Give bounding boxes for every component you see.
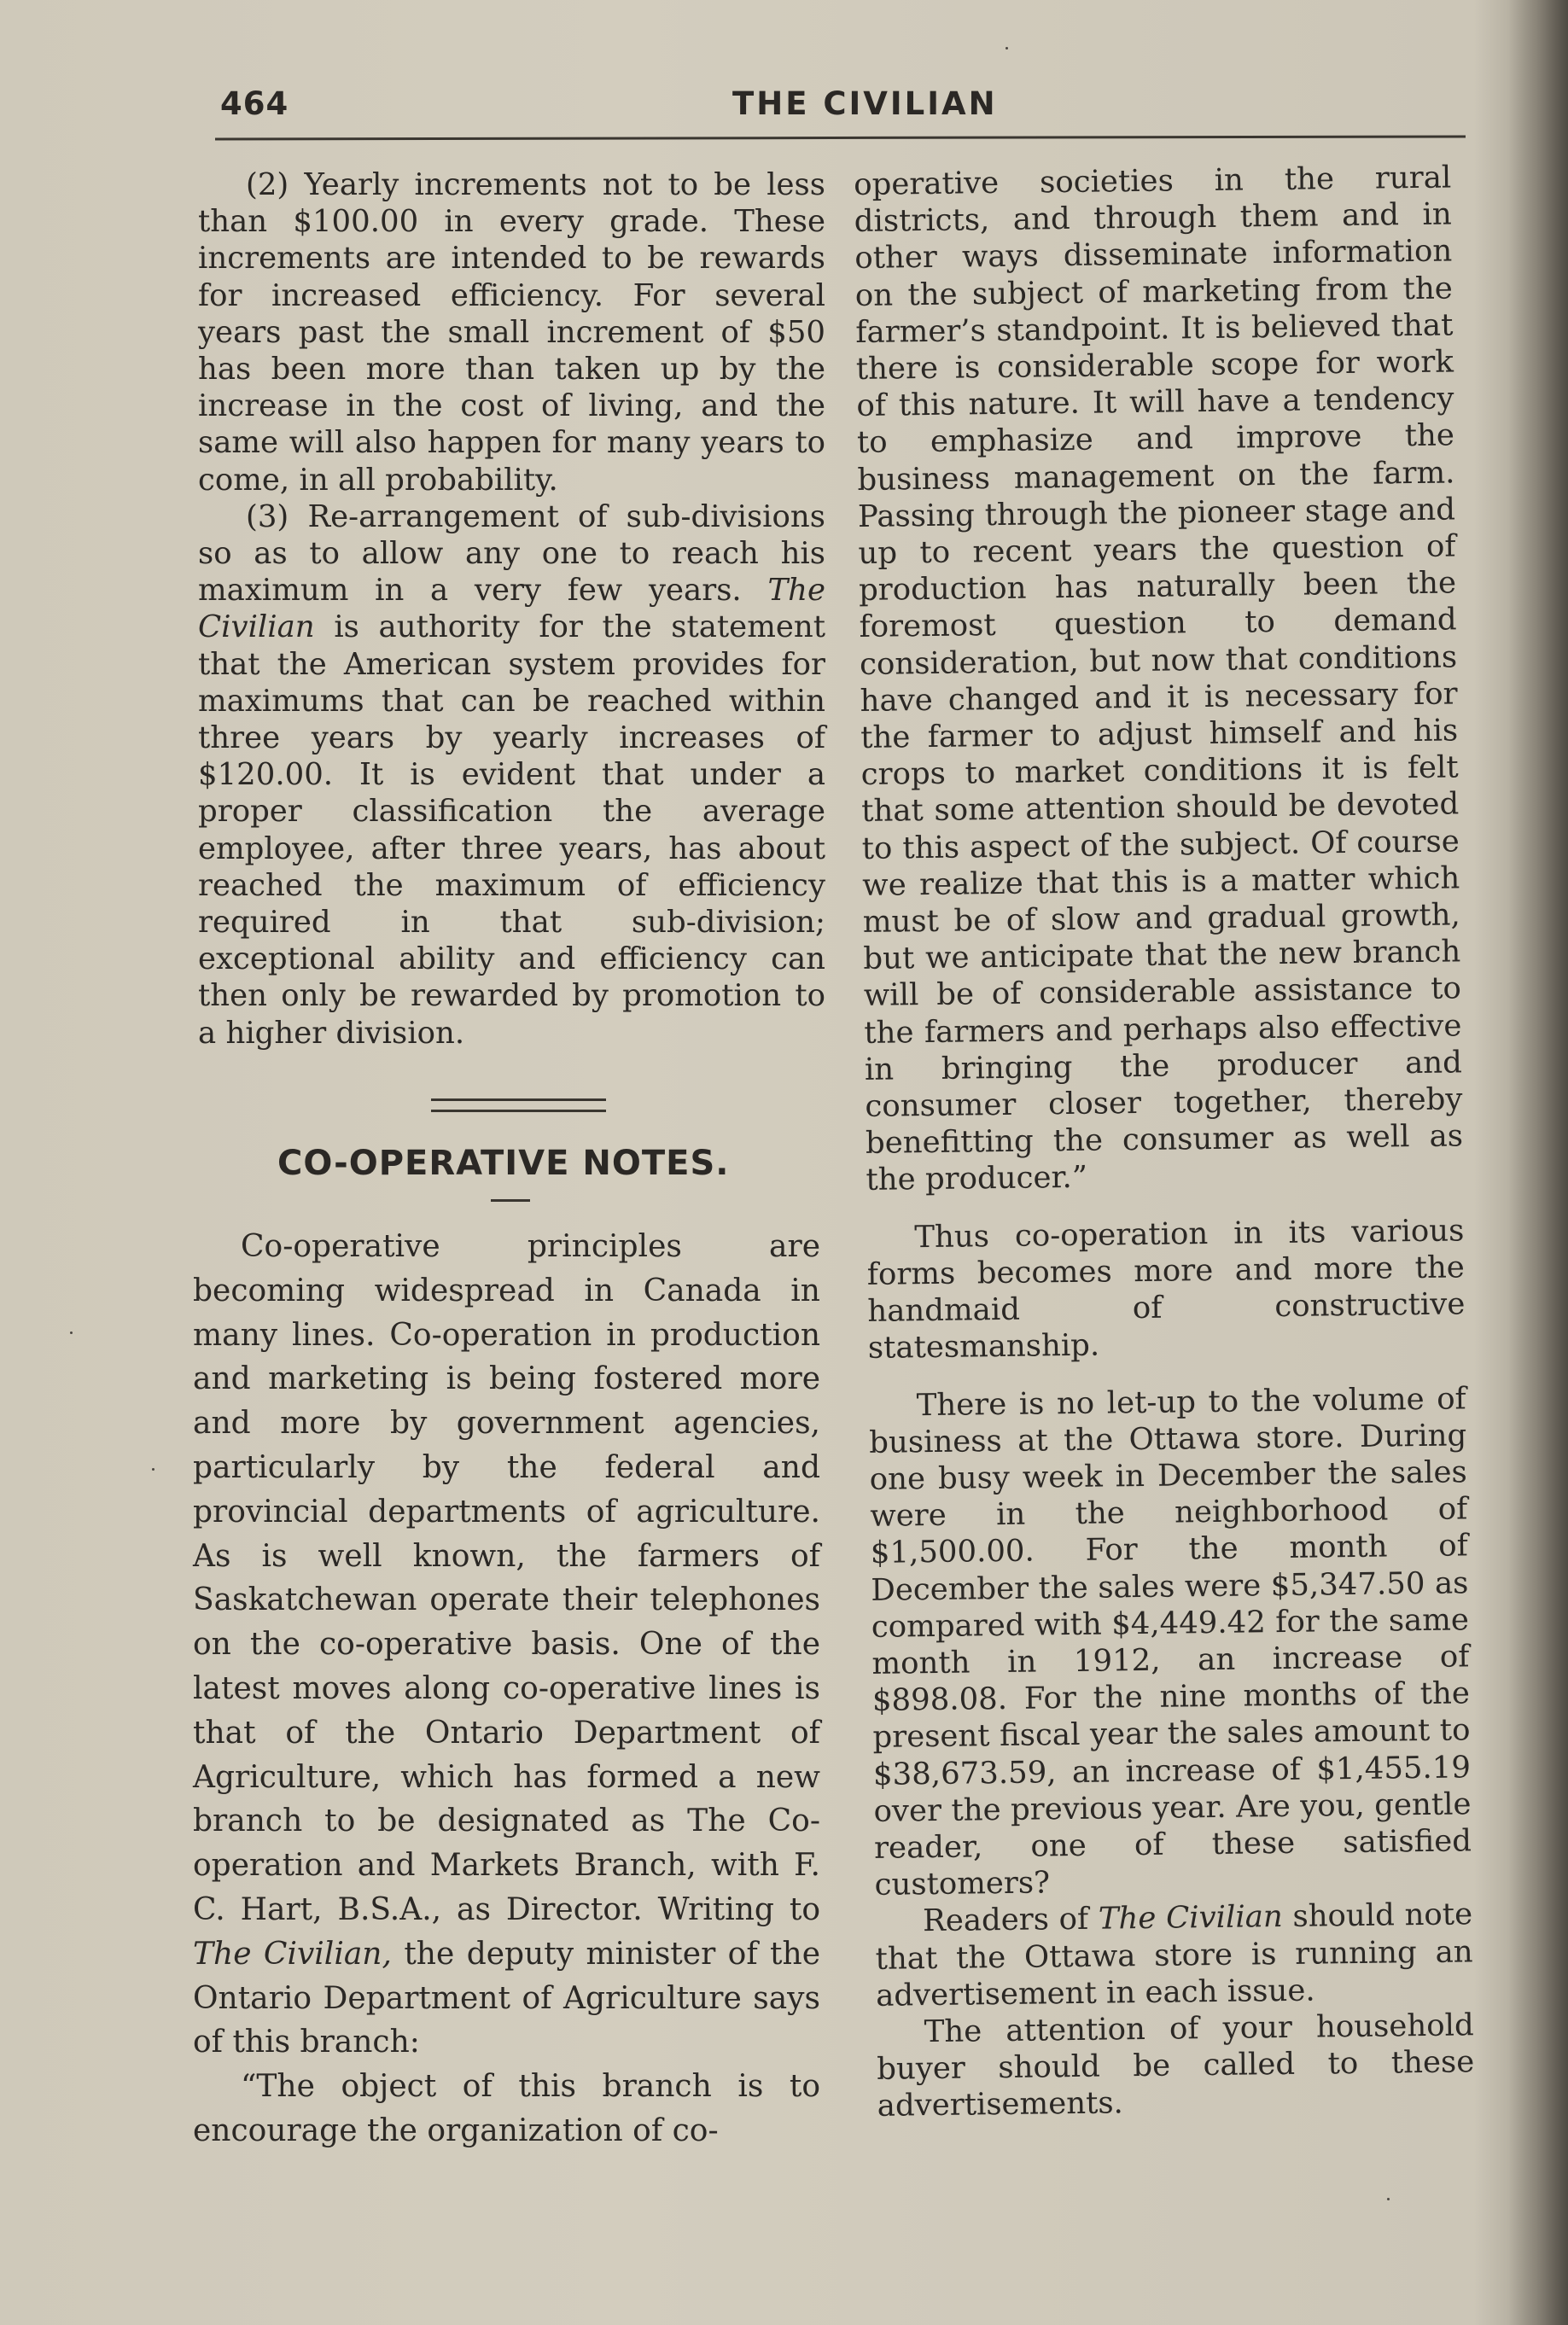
paragraph-statesmanship: Thus co-operation in its various forms becomes more and more the handmaid of constructive statesmanship.: [866, 1213, 1466, 1366]
running-title: THE CIVILIAN: [732, 85, 998, 122]
cooperative-column: [193, 1225, 820, 2153]
page-header: [220, 85, 1466, 128]
right-column: [854, 159, 1475, 2124]
publication-name: The Civilian: [198, 573, 825, 645]
quote-start: “The object of this branch is to encourage the organization of co-: [193, 2069, 820, 2148]
paragraph-cooperative: Co-operative principles are becoming widespread in Canada in many lines. Co-operation in production and marketing is being fostered more and more by government agencies, particularly by the federal and provincial departments of agriculture. As is well known, the farmers of Saskatchewan operate their telephones on the co-operative basis. One of the latest moves along co-operative lines is that of the Ontario Department of Agriculture, which has formed a new branch to be designated as The Co-operation and Markets Branch, with F. C. Hart, B.S.A., as Director. Writing to The Civilian, the deputy minister of the Ontario Department of Agriculture says of this branch:: [193, 1229, 821, 2060]
paper-speck: [1387, 2198, 1390, 2200]
section-heading: CO-OPERATIVE NOTES.: [277, 1144, 730, 1183]
section-separator: [431, 1098, 606, 1112]
quote-continuation: operative societies in the rural districts, and through them and in other ways disseminate information on the subject of marketing from the farmer’s standpoint. It is believed that there is considerable scope for work of this nature. It will have a tendency to emphasize and improve the business management on the farm. Passing through the pioneer stage and up to recent years the question of production has naturally been the foremost question to demand consideration, but now that conditions have changed and it is necessary for the farmer to adjust himself and his crops to market conditions it is felt that some attention should be devoted to this aspect of the subject. Of course we realize that this is a matter which must be of slow and gradual growth, but we anticipate that the new branch will be of considerable assistance to the farmers and perhaps also effective in bringing the producer and consumer closer together, thereby benefitting the consumer as well as the producer.”: [854, 160, 1464, 1198]
paragraph-household-buyer: The attention of your household buyer should be called to these advertisements.: [876, 2007, 1475, 2124]
page-number: 464: [220, 85, 289, 122]
paragraph-advertisement: Readers of The Civilian should note that the Ottawa store is running an advertisement in each issue.: [875, 1897, 1473, 2013]
paper-speck: [70, 1331, 73, 1334]
heading-dash: [491, 1199, 530, 1202]
left-column: [198, 166, 825, 1052]
paper-speck: [1006, 47, 1008, 50]
paragraph-ottawa-store: There is no let-up to the volume of business at the Ottawa store. During one busy week in December the sales were in the neighborhood of $1,500.00. For the month of December the sales were $5,347.50 as compared with $4,449.42 for the same month in 1912, an increase of $898.08. For the nine months of the present fiscal year the sales amount to $38,673.59, an increase of $1,455.19 over the previous year. Are you, gentle reader, one of these satisfied customers?: [869, 1380, 1472, 1903]
paper-speck: [152, 1468, 154, 1471]
paragraph-rearrangement: (3) Re-arrangement of sub-divisions so as to allow any one to reach his maximum in a very few years. The Civilian is authority for the statement that the American system provides for maximums that can be reached within three years by yearly increases of $120.00. It is evident that under a proper classification the average employee, after three years, has about reached the maximum of efficiency required in that sub-division; exceptional ability and efficiency can then only be rewarded by promotion to a higher division.: [198, 498, 825, 1051]
book-spine-shadow: [1508, 0, 1568, 2325]
publication-name: The Civilian,: [193, 1936, 392, 1972]
header-rule: [215, 135, 1466, 140]
paragraph-increments: (2) Yearly increments not to be less than $100.00 in every grade. These increments are intended to be rewards for increased efficiency. For several years past the small increment of $50 has been more than taken up by the increase in the cost of living, and the same will also happen for many years to come, in all probability.: [198, 167, 825, 498]
publication-name: The Civilian: [1098, 1899, 1284, 1937]
